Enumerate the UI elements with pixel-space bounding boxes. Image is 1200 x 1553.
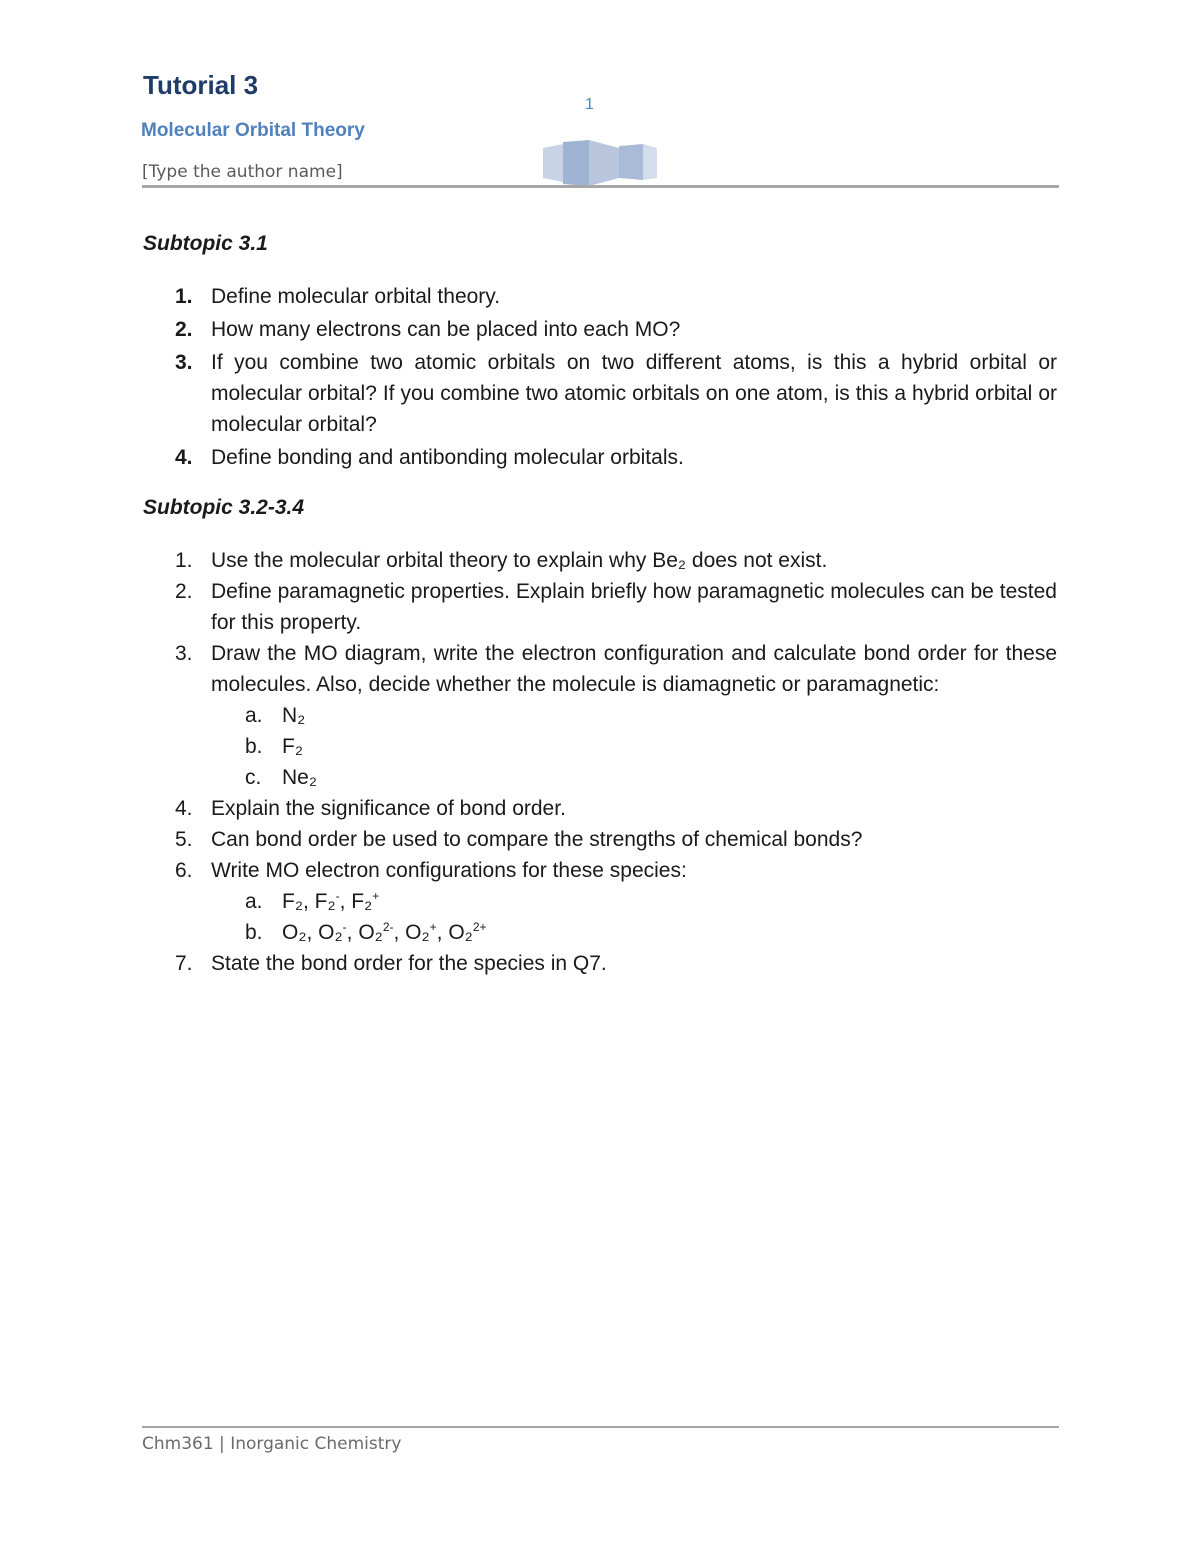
sub-item-letter: a.: [245, 704, 263, 727]
footer-course-label: Chm361 | Inorganic Chemistry: [142, 1434, 402, 1454]
species-formulas: [282, 890, 379, 913]
charge-superscript: -: [342, 920, 347, 934]
question-text: Define paramagnetic properties. Explain briefly how paramagnetic molecules can be tested for this property.: [211, 580, 1057, 634]
list-item: [142, 442, 1057, 473]
question-text: State the bond order for the species in Q7.: [211, 952, 607, 975]
item-number: 1.: [175, 549, 193, 572]
ribbon-center-panel: [589, 140, 619, 186]
ribbon-right-panel: [619, 144, 643, 180]
sub-list-item: [211, 731, 1057, 762]
item-number: 5.: [175, 828, 193, 851]
item-number: 3.: [175, 351, 193, 374]
list-item: [142, 638, 1057, 793]
list-item: [142, 824, 1057, 855]
question-text: How many electrons can be placed into each MO?: [211, 318, 681, 341]
list-item: [142, 545, 1057, 576]
charge-superscript: +: [372, 889, 380, 903]
formula-part: , O₂: [436, 921, 473, 944]
header-ribbon-graphic: [543, 140, 657, 188]
header-divider: [142, 185, 1059, 188]
question-text: Draw the MO diagram, write the electron configuration and calculate bond order for these molecules. Also, decide whether the molecule is diamagnetic or paramagnetic:: [211, 642, 1057, 696]
question-text: If you combine two atomic orbitals on two different atoms, is this a hybrid orbital or molecular orbital? If you combine two atomic orbitals on one atom, is this a hybrid orbital or molecular orbital?: [211, 351, 1057, 436]
list-item: [142, 793, 1057, 824]
item-number: 7.: [175, 952, 193, 975]
molecule-formula: Ne₂: [282, 766, 317, 789]
formula-part: F₂, F₂: [282, 890, 336, 913]
item-number: 1.: [175, 285, 193, 308]
subtopic-heading-3-2: Subtopic 3.2-3.4: [143, 496, 305, 519]
sub-list-item: [211, 700, 1057, 731]
formula-part: , O₂: [393, 921, 430, 944]
question-text: Define molecular orbital theory.: [211, 285, 501, 308]
sub-item-letter: c.: [245, 766, 262, 789]
species-formulas: [282, 921, 487, 944]
list-item: [142, 576, 1057, 638]
ribbon-left-fold: [543, 144, 563, 182]
item-number: 3.: [175, 642, 193, 665]
formula-part: O₂, O₂: [282, 921, 343, 944]
ribbon-right-fold: [643, 144, 657, 180]
item-number: 6.: [175, 859, 193, 882]
sub-list-item: [211, 917, 1057, 948]
sub-list-item: [211, 886, 1057, 917]
item-number: 2.: [175, 318, 193, 341]
question-text: Define bonding and antibonding molecular orbitals.: [211, 446, 684, 469]
subtopic-heading-3-1: Subtopic 3.1: [143, 232, 268, 255]
molecule-formula: F₂: [282, 735, 303, 758]
sub-item-letter: b.: [245, 921, 263, 944]
question-text: Explain the significance of bond order.: [211, 797, 566, 820]
item-number: 2.: [175, 580, 193, 603]
page-number: 1: [585, 96, 594, 113]
document-subtitle: Molecular Orbital Theory: [141, 120, 365, 141]
footer-divider: [142, 1426, 1059, 1428]
charge-superscript: 2-: [382, 920, 394, 934]
ribbon-left-panel: [563, 140, 589, 186]
formula-part: , F₂: [339, 890, 373, 913]
item-number: 4.: [175, 446, 193, 469]
molecule-formula: N₂: [282, 704, 306, 727]
list-item: [142, 948, 1057, 979]
charge-superscript: +: [429, 920, 437, 934]
question-list-3-2: [142, 545, 1057, 979]
question-text: Can bond order be used to compare the strengths of chemical bonds?: [211, 828, 863, 851]
charge-superscript: 2+: [472, 920, 487, 934]
question-list-3-1: [142, 281, 1057, 473]
list-item: [142, 855, 1057, 948]
question-text: Use the molecular orbital theory to explain why Be₂ does not exist.: [211, 549, 828, 572]
formula-part: , O₂: [346, 921, 383, 944]
sub-item-letter: a.: [245, 890, 263, 913]
sub-item-letter: b.: [245, 735, 263, 758]
question-text: Write MO electron configurations for these species:: [211, 859, 687, 882]
list-item: [142, 314, 1057, 345]
sub-question-list: [211, 700, 1057, 793]
item-number: 4.: [175, 797, 193, 820]
list-item: [142, 347, 1057, 440]
sub-list-item: [211, 762, 1057, 793]
author-placeholder[interactable]: [Type the author name]: [142, 162, 343, 182]
list-item: [142, 281, 1057, 312]
charge-superscript: -: [335, 889, 340, 903]
document-title: Tutorial 3: [143, 70, 259, 100]
sub-question-list: [211, 886, 1057, 948]
